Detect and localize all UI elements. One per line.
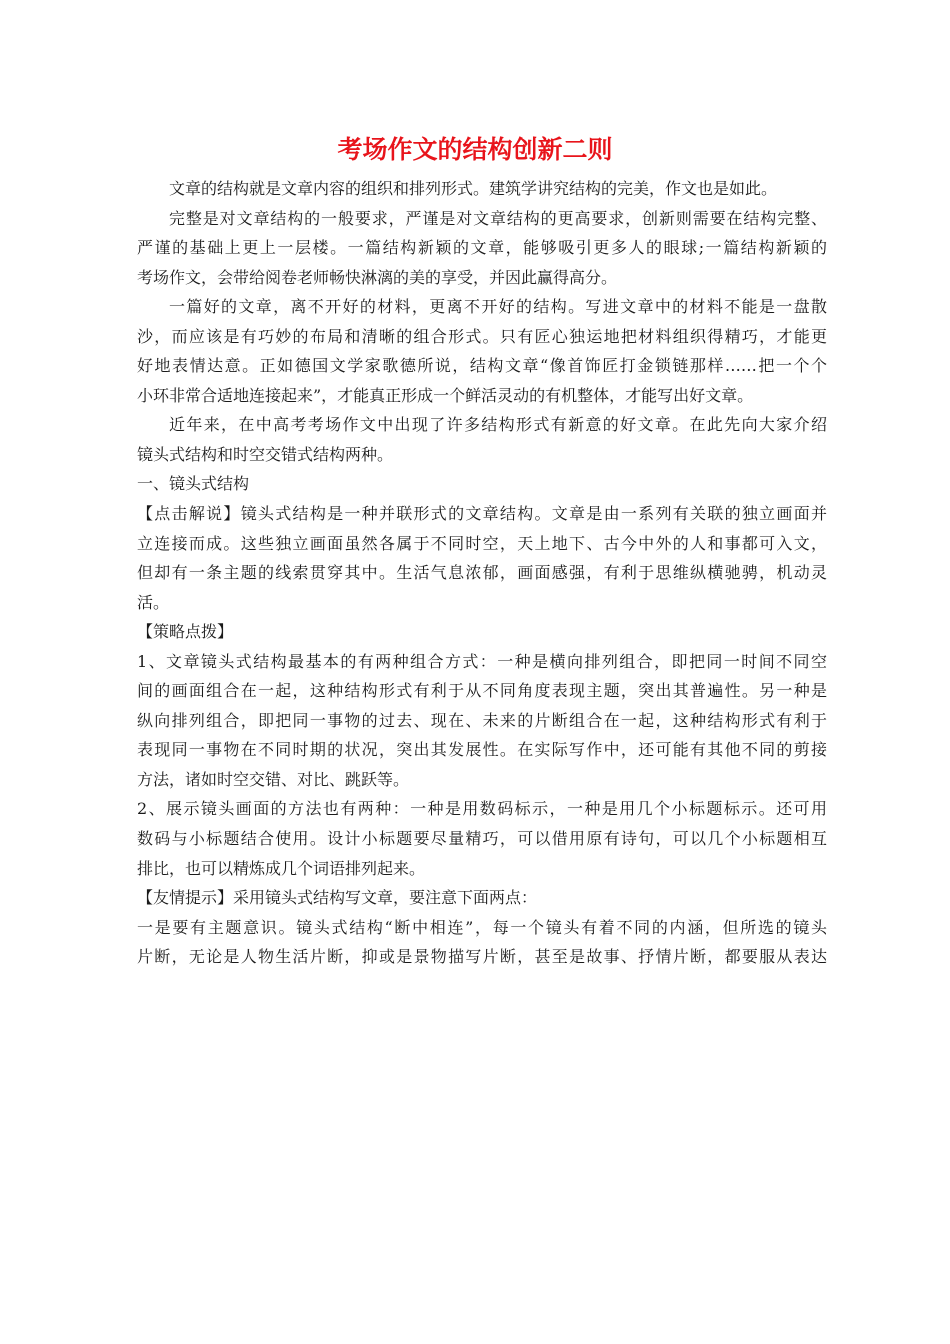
paragraph-line: 好地表情达意。正如德国文学家歌德所说，结构文章“像首饰匠打金锁链那样……把一个个 — [137, 356, 827, 376]
paragraph-line: 活。 — [137, 592, 170, 612]
paragraph-line: 【点击解说】镜头式结构是一种并联形式的文章结构。文章是由一系列有关联的独立画面并 — [137, 504, 827, 524]
subsection-heading: 【策略点拨】 — [137, 622, 234, 642]
paragraph-line: 立连接而成。这些独立画面虽然各属于不同时空，天上地下、古今中外的人和事都可入文， — [137, 533, 827, 553]
section-heading: 一、镜头式结构 — [137, 474, 250, 494]
paragraph-line: 严谨的基础上更上一层楼。一篇结构新颖的文章，能够吸引更多人的眼球;一篇结构新颖的 — [137, 238, 827, 258]
paragraph-line: 镜头式结构和时空交错式结构两种。 — [137, 444, 394, 464]
paragraph-line: 排比，也可以精炼成几个词语排列起来。 — [137, 858, 426, 878]
paragraph-line: 1、文章镜头式结构最基本的有两种组合方式：一种是横向排列组合，即把同一时间不同空 — [137, 651, 827, 671]
paragraph-line: 一篇好的文章，离不开好的材料，更离不开好的结构。写进文章中的材料不能是一盘散 — [169, 297, 827, 317]
document-title: 考场作文的结构创新二则 — [337, 135, 613, 164]
paragraph-line: 表现同一事物在不同时期的状况，突出其发展性。在实际写作中，还可能有其他不同的剪接 — [137, 740, 827, 760]
paragraph-line: 文章的结构就是文章内容的组织和排列形式。建筑学讲究结构的完美，作文也是如此。 — [169, 179, 778, 198]
paragraph-line: 2、展示镜头画面的方法也有两种：一种是用数码标示，一种是用几个小标题标示。还可用 — [137, 799, 827, 819]
paragraph-line: 完整是对文章结构的一般要求，严谨是对文章结构的更高要求，创新则需要在结构完整、 — [169, 208, 827, 228]
paragraph-line: 间的画面组合在一起，这种结构形式有利于从不同角度表现主题，突出其普遍性。另一种是 — [137, 681, 827, 701]
paragraph-line: 一是要有主题意识。镜头式结构“断中相连”，每一个镜头有着不同的内涵，但所选的镜头 — [137, 917, 827, 937]
paragraph-line: 近年来，在中高考考场作文中出现了许多结构形式有新意的好文章。在此先向大家介绍 — [169, 415, 827, 435]
paragraph-line: 方法，诸如时空交错、对比、跳跃等。 — [137, 769, 410, 789]
paragraph-line: 考场作文，会带给阅卷老师畅快淋漓的美的享受，并因此赢得高分。 — [137, 267, 618, 287]
paragraph-line: 【友情提示】采用镜头式结构写文章，要注意下面两点： — [137, 888, 538, 908]
paragraph-line: 数码与小标题结合使用。设计小标题要尽量精巧，可以借用原有诗句，可以几个小标题相互 — [137, 829, 827, 849]
paragraph-line: 但却有一条主题的线索贯穿其中。生活气息浓郁，画面感强，有利于思维纵横驰骋，机动灵 — [137, 563, 827, 583]
paragraph-line: 片断，无论是人物生活片断，抑或是景物描写片断，甚至是故事、抒情片断，都要服从表达 — [137, 947, 827, 967]
paragraph-line: 纵向排列组合，即把同一事物的过去、现在、未来的片断组合在一起，这种结构形式有利于 — [137, 710, 827, 730]
paragraph-line: 沙，而应该是有巧妙的布局和清晰的组合形式。只有匠心独运地把材料组织得精巧，才能更 — [137, 326, 827, 346]
document-body — [137, 174, 827, 972]
paragraph-line: 小环非常合适地连接起来”，才能真正形成一个鲜活灵动的有机整体，才能写出好文章。 — [137, 385, 754, 405]
